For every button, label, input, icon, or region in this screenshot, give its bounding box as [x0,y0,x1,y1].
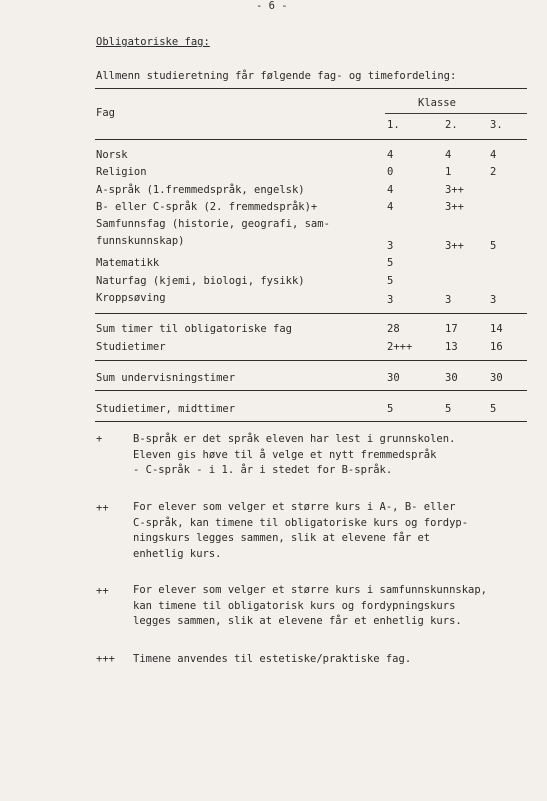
study-hours-label: Studietimer [96,341,166,353]
footnote-symbol: +++ [96,653,115,665]
subject-label: Religion [96,166,147,178]
class-header-1: 1. [387,119,400,131]
subjects-bottom-rule [95,313,527,314]
cell-class-2: 3++ [445,184,464,196]
sum-teaching-label: Sum undervisningstimer [96,372,236,384]
subject-label: Samfunnsfag (historie, geografi, sam- [96,218,330,230]
fag-header: Fag [96,107,115,119]
cell-class-2: 3++ [445,240,464,252]
section-heading: Obligatoriske fag: [96,36,210,48]
table-bottom-rule [95,421,527,422]
cell-class-1: 3 [387,240,394,252]
cell-class-2: 3 [445,294,452,306]
footnote-symbol: ++ [96,502,109,514]
subject-label: B- eller C-språk (2. fremmedspråk)+ [96,201,318,213]
sum-teaching-bottom-rule [95,390,527,391]
cell-class-1: 4 [387,184,394,196]
subject-label: Naturfag (kjemi, biologi, fysikk) [96,275,305,287]
subject-label: Kroppsøving [96,292,166,304]
footnote-text: B-språk er det språk eleven har lest i grunnskolen. Eleven gis høve til å velge et nytt fremmedspråk - C-språk - i 1. år i stedet for B-språk. [133,433,456,476]
klasse-header: Klasse [418,97,456,109]
cell-class-3: 5 [490,403,497,415]
subject-label: Matematikk [96,257,160,269]
cell-class-1: 3 [387,294,394,306]
cell-class-1: 2+++ [387,341,413,353]
class-header-2: 2. [445,119,458,131]
cell-class-3: 3 [490,294,497,306]
cell-class-3: 16 [490,341,503,353]
cell-class-1: 5 [387,257,394,269]
subject-label: Norsk [96,149,128,161]
cell-class-3: 14 [490,323,503,335]
class-header-3: 3. [490,119,503,131]
cell-class-1: 28 [387,323,400,335]
cell-class-2: 3++ [445,201,464,213]
cell-class-1: 0 [387,166,394,178]
subject-label: funnskunnskap) [96,235,185,247]
cell-class-1: 5 [387,403,394,415]
footnote-symbol: + [96,433,103,445]
cell-class-3: 4 [490,149,497,161]
cell-class-1: 4 [387,201,394,213]
footnote-text: For elever som velger et større kurs i samfunnskunnskap, kan timene til obligatorisk kurs og fordypningskurs legges sammen, slik at elevene får et enhetlig kurs. [133,584,488,627]
study-hours-mid-label: Studietimer, midttimer [96,403,236,415]
cell-class-2: 30 [445,372,458,384]
klasse-rule [385,113,527,114]
cell-class-1: 4 [387,149,394,161]
footnote-text: Timene anvendes til estetiske/praktiske fag. [133,653,412,665]
cell-class-2: 17 [445,323,458,335]
cell-class-3: 5 [490,240,497,252]
intro-text: Allmenn studieretning får følgende fag- og timefordeling: [96,70,457,82]
sum-obligatory-label: Sum timer til obligatoriske fag [96,323,292,335]
footnote-symbol: ++ [96,585,109,597]
header-bottom-rule [95,139,527,140]
cell-class-1: 30 [387,372,400,384]
cell-class-2: 5 [445,403,452,415]
page-number: - 6 - [256,0,288,12]
cell-class-2: 4 [445,149,452,161]
cell-class-2: 13 [445,341,458,353]
cell-class-2: 1 [445,166,452,178]
study-hours-bottom-rule [95,360,527,361]
cell-class-1: 5 [387,275,394,287]
cell-class-3: 30 [490,372,503,384]
subject-label: A-språk (1.fremmedspråk, engelsk) [96,184,305,196]
table-top-rule [95,88,527,89]
footnote-text: For elever som velger et større kurs i A-, B- eller C-språk, kan timene til obligatoriske kurs og fordyp- ningskurs legges sammen, slik at elevene får et enhetlig kurs. [133,501,469,560]
cell-class-3: 2 [490,166,497,178]
